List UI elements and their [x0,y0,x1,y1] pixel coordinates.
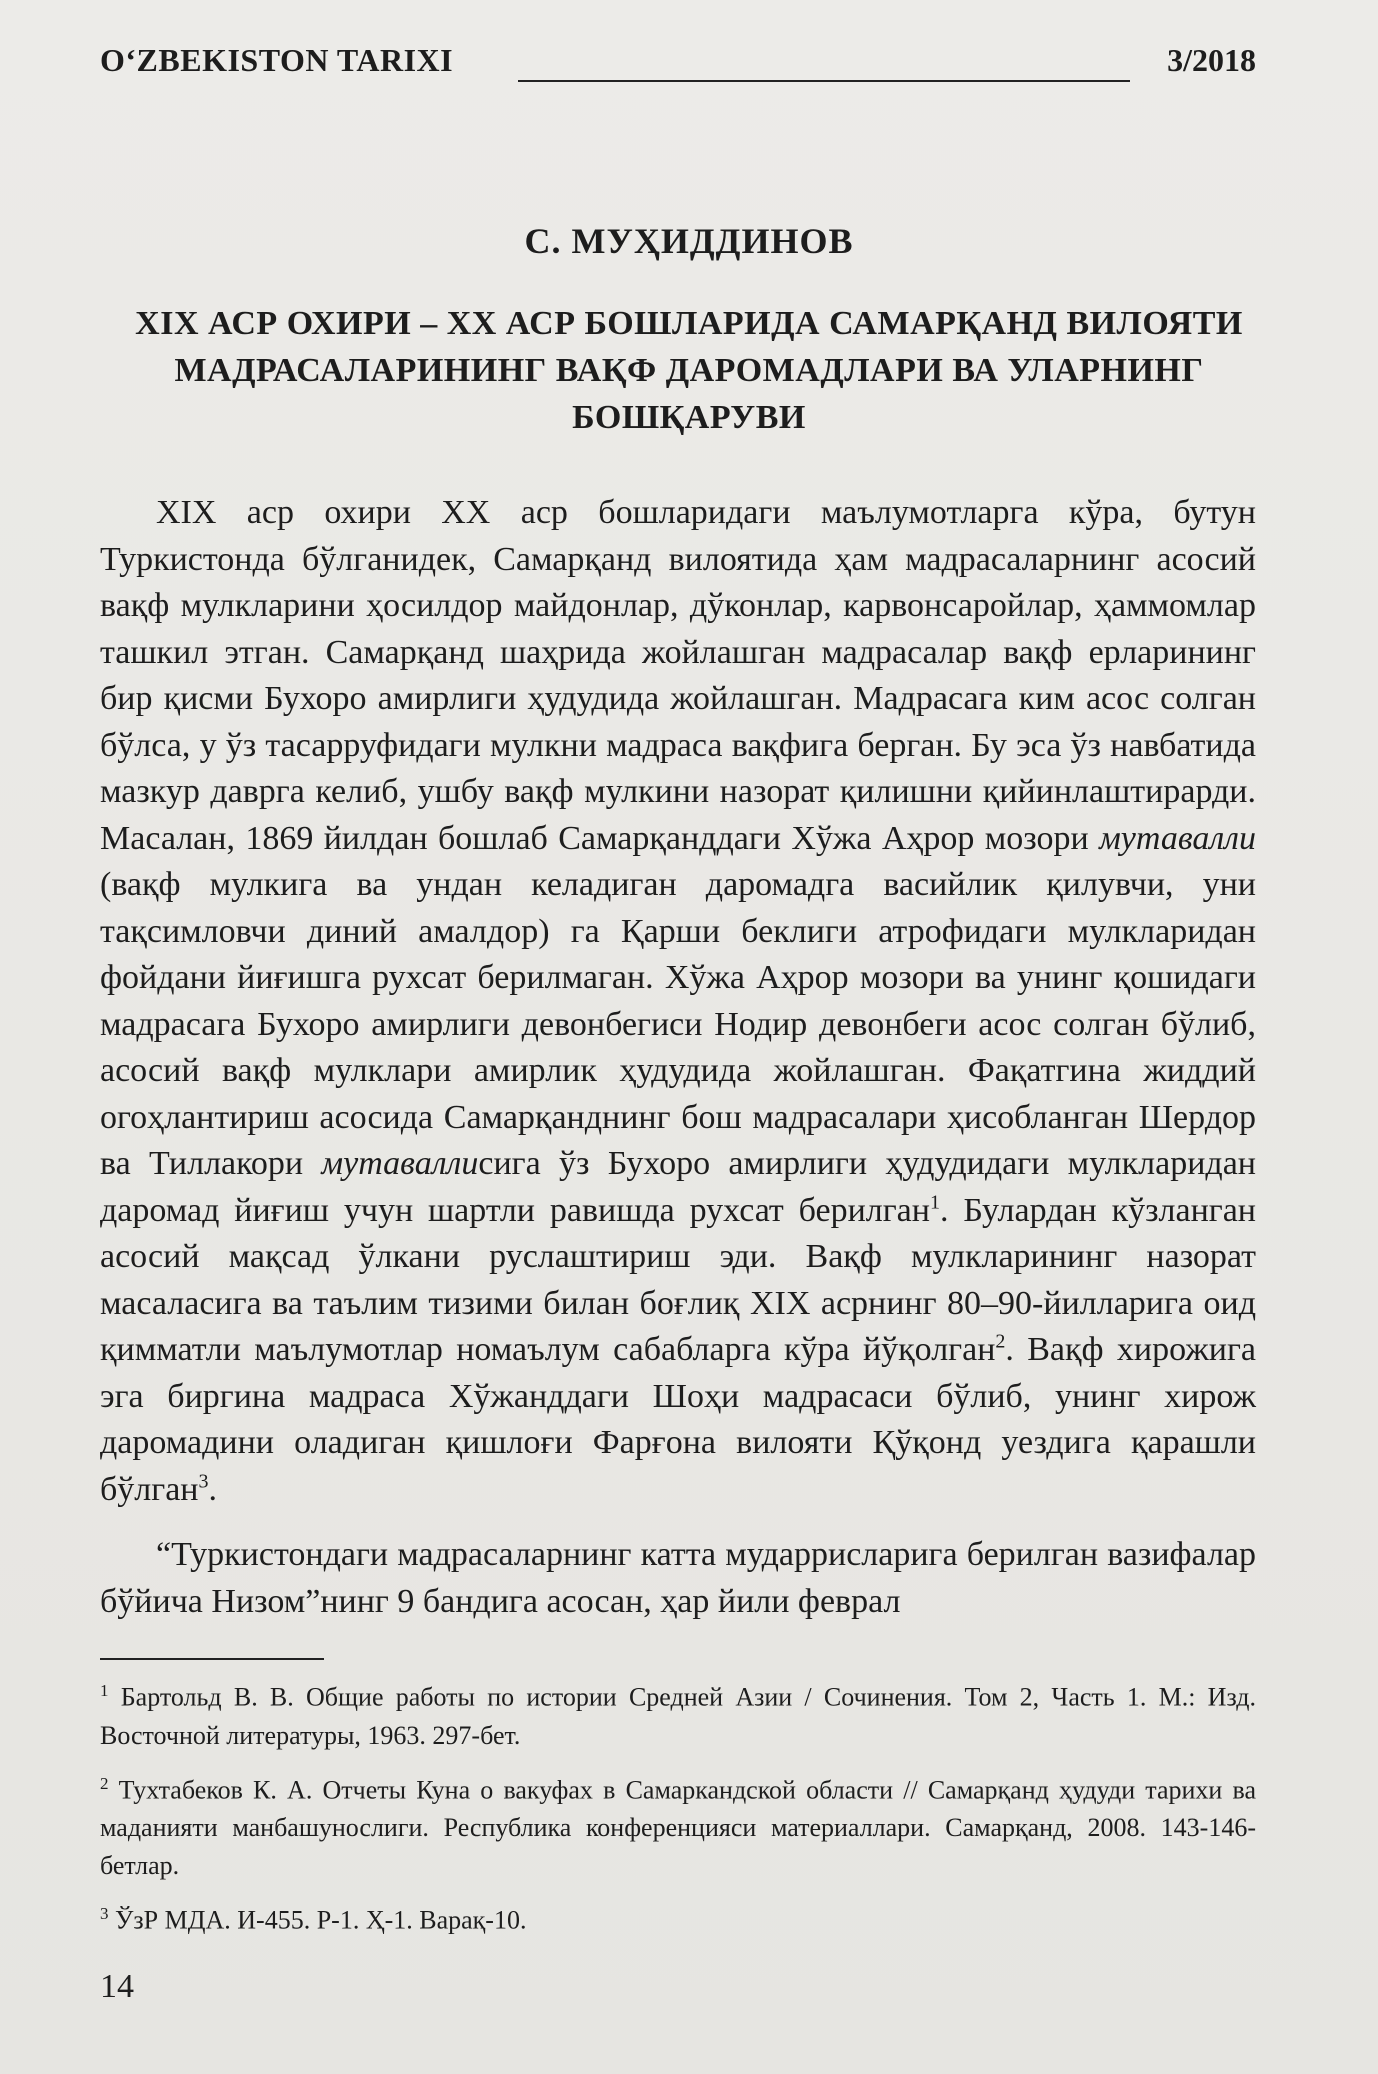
body-paragraph-2: “Туркистондаги мадрасаларнинг катта мударрисларига берилган вазифалар бўйича Низом”нинг 9 бандига асосан, ҳар йили феврал [100,1536,1256,1620]
journal-title: O‘ZBEKISTON TARIXI [100,42,454,78]
body-paragraph-1 [100,490,1256,1513]
running-header [100,42,1256,88]
footnote-item [100,1672,1256,1755]
footnote-text: Тухтабеков К. А. Отчеты Куна о вакуфах в Самаркандской области // Самарқанд ҳудуди тарихи ва маданияти манбашунослиги. Республика конференцияси материаллари. Самарқанд, 2008. 143-146-бетлар. [100,1775,1256,1881]
footnote-text: Бартольд В. В. Общие работы по истории Средней Азии / Сочинения. Том 2, Часть 1. М.: Изд. Восточной литературы, 1963. 297-бет. [100,1682,1256,1750]
footnote-separator [100,1658,324,1660]
italic-term: мутавалли [321,1145,479,1182]
footnotes [100,1672,1256,1950]
header-rule [518,80,1130,82]
italic-term: мутавалли [1099,819,1256,857]
footnote-number: 1 [100,1681,109,1700]
paragraph-text: . Вақф хирожига эга биргина мадраса Хўжанддаги Шоҳи мадрасаси бўлиб, унинг хирож даромадини оладиган қишлоғи Фарғона вилояти Қўқонд уездига қарашли бўлган [100,1331,1256,1508]
article-author: С. МУҲИДДИНОВ [524,221,854,261]
paragraph-text: (вақф мулкига ва ундан келадиган даромадга васийлик қилувчи, уни тақсимловчи диний амалдор) га Қарши беклиги атрофидаги мулкларидан фойдани йиғишга рухсат берилмаган. Хўжа Аҳрор мозори ва унинг қошидаги мадрасага Бухоро амирлиги девонбегиси Нодир девонбеги асос солган бўлиб, асосий вақф мулклари амирлик ҳудудида жойлашган. Фақатгина жиддий огоҳлантириш асосида Самарқанднинг бош мадрасалари ҳисобланган Шердор ва Тиллакори [100,866,1256,1182]
article-title: XIX АСР ОХИРИ – XX АСР БОШЛАРИДА САМАРҚАНД ВИЛОЯТИ МАДРАСАЛАРИНИНГ ВАҚФ ДАРОМАДЛАРИ ВА УЛАРНИНГ БОШҚАРУВИ [135,305,1243,436]
issue-number: 3/2018 [1167,42,1256,78]
footnote-text: ЎзР МДА. И-455. Р-1. Ҳ-1. Варақ-10. [108,1905,527,1935]
footnote-item [100,1895,1256,1940]
footnote-ref: 1 [929,1191,940,1214]
paragraph-text: . Булардан кўзланган асосий мақсад ўлкани руслаштириш эди. Вақф мулкларининг назорат масаласига ва таълим тизими билан боғлиқ XIX асрнинг 80–90-йилларига оид қимматли маълумотлар номаълум сабабларга кўра йўқолган [100,1191,1256,1368]
footnote-number: 3 [100,1904,109,1924]
footnote-item [100,1765,1256,1886]
page-number: 14 [100,1968,134,2005]
paragraph-text: сига ўз Бухоро амирлиги ҳудудидаги мулкларидан даромад йиғиш учун шартли равишда рухсат берилган [100,1145,1256,1229]
paragraph-text: . [208,1470,217,1508]
footnote-number: 2 [100,1773,109,1793]
footnote-ref: 2 [995,1330,1006,1353]
paragraph-text: XIX аср охири XX аср бошларидаги маълумотларга кўра, бутун Туркистонда бўлганидек, Самарқанд вилоятида ҳам мадрасаларнинг асосий вақф мулкларини ҳосилдор майдонлар, дўконлар, карвонсаройлар, ҳаммомлар ташкил этган. Самарқанд шаҳрида жойлашган мадрасалар вақф ерларининг бир қисми Бухоро амирлиги ҳудудида жойлашган. Мадрасага ким асос солган бўлса, у ўз тасарруфидаги мулкни мадраса вақфига берган. Бу эса ўз навбатида мазкур даврга келиб, ушбу вақф мулкини назорат қилишни қийинлаштирарди. Масалан, 1869 йилдан бошлаб Самарқанддаги Хўжа Аҳрор мозори [100,494,1256,857]
footnote-ref: 3 [198,1470,209,1493]
